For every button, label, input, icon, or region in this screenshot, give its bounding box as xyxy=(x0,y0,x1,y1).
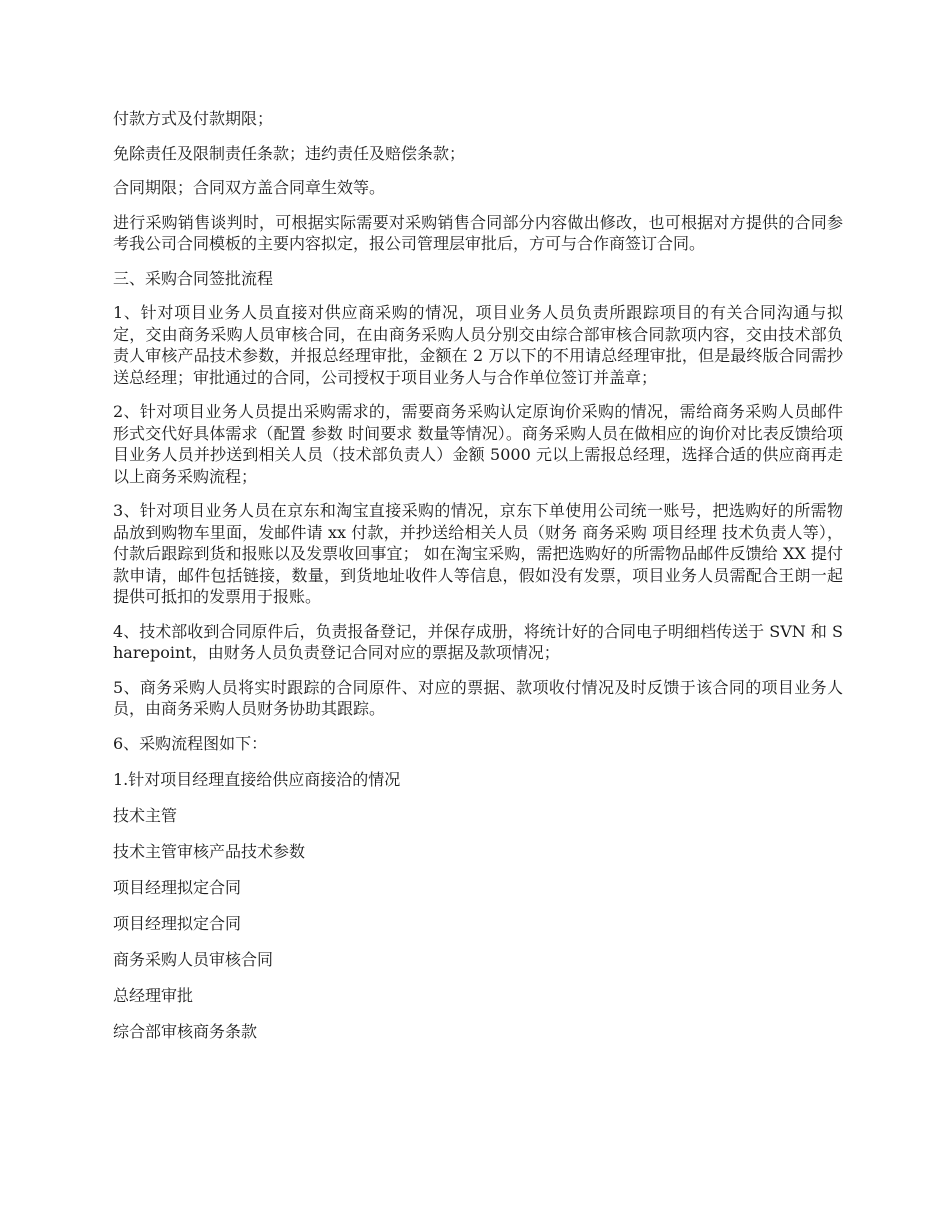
process-step-2: 2、针对项目业务人员提出采购需求的，需要商务采购认定原询价采购的情况，需给商务采购人员邮件形式交代好具体需求（配置 参数 时间要求 数量等情况）。商务采购人员在做相应的询价对比表反馈给项目业务人员并抄送到相关人员（技术部负责人）金额 5000 元以上需报总经理，选择合适的供应商再走以上商务采购流程； xyxy=(113,402,843,486)
flowchart-item: 项目经理拟定合同 xyxy=(113,913,242,933)
contract-period-item: 合同期限；合同双方盖合同章生效等。 xyxy=(113,178,386,197)
flowchart-item: 技术主管 xyxy=(113,805,178,825)
process-step-5: 5、商务采购人员将实时跟踪的合同原件、对应的票据、款项收付情况及时反馈于该合同的项目业务人员，由商务采购人员财务协助其跟踪。 xyxy=(113,677,843,718)
flowchart-item: 技术主管审核产品技术参数 xyxy=(113,841,306,861)
section-heading-approval-process: 三、采购合同签批流程 xyxy=(113,268,274,288)
flowchart-item: 综合部审核商务条款 xyxy=(113,1021,258,1041)
negotiation-paragraph: 进行采购销售谈判时，可根据实际需要对采购销售合同部分内容做出修改，也可根据对方提供的合同参考我公司合同模板的主要内容拟定，报公司管理层审批后，方可与合作商签订合同。 xyxy=(113,212,843,253)
flowchart-subheading: 1.针对项目经理直接给供应商接洽的情况 xyxy=(113,769,401,789)
flowchart-item: 项目经理拟定合同 xyxy=(113,877,242,897)
process-step-4: 4、技术部收到合同原件后，负责报备登记，并保存成册，将统计好的合同电子明细档传送于 SVN 和 Sharepoint，由财务人员负责登记合同对应的票据及款项情况； xyxy=(113,621,843,662)
payment-terms-item: 付款方式及付款期限； xyxy=(113,109,274,128)
process-step-1: 1、针对项目业务人员直接对供应商采购的情况，项目业务人员负责所跟踪项目的有关合同沟通与拟定，交由商务采购人员审核合同，在由商务采购人员分别交由综合部审核合同款项内容，交由技术部负责人审核产品技术参数，并报总经理审批，金额在 2 万以下的不用请总经理审批，但是最终版合同需抄送总经理；审批通过的合同，公司授权于项目业务人与合作单位签订并盖章； xyxy=(113,303,843,387)
process-step-6: 6、采购流程图如下： xyxy=(113,733,268,753)
process-step-3: 3、针对项目业务人员在京东和淘宝直接采购的情况，京东下单使用公司统一账号，把选购好的所需物品放到购物车里面，发邮件请 xx 付款，并抄送给相关人员（财务 商务采购 项目经理 技术负责人等），付款后跟踪到货和报账以及发票收回事宜； 如在淘宝采购，需把选购好的所需物品邮件反馈给 XX 提付款申请，邮件包括链接，数量，到货地址收件人等信息，假如没有发票，项目业务人员需配合王朗一起提供可抵扣的发票用于报账。 xyxy=(113,501,843,606)
document-body xyxy=(113,108,843,1057)
flowchart-item: 总经理审批 xyxy=(113,985,194,1005)
flowchart-item: 商务采购人员审核合同 xyxy=(113,949,274,969)
liability-terms-item: 免除责任及限制责任条款；违约责任及赔偿条款； xyxy=(113,143,466,163)
